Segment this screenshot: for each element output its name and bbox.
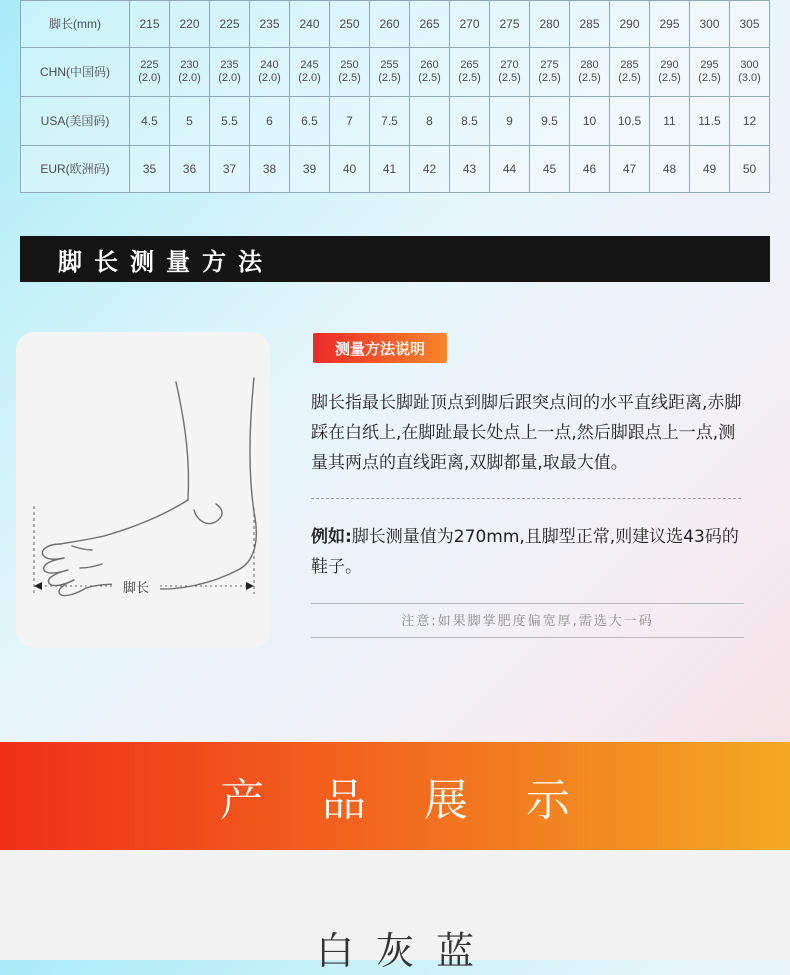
method-description: 脚长指最长脚趾顶点到脚后跟突点间的水平直线距离,赤脚踩在白纸上,在脚趾最长处点上一点,然后脚跟点上一点,测量其两点的直线距离,双脚都量,取最大值。: [311, 393, 742, 473]
foot-length-cell: 300: [690, 1, 730, 48]
chn-width-value: (2.0): [298, 72, 321, 84]
usa-size-cell: 6: [250, 97, 290, 146]
chn-size-value: 295: [700, 59, 719, 71]
foot-length-cell: 215: [130, 1, 170, 48]
usa-size-cell: 4.5: [130, 97, 170, 146]
foot-length-cell: 225: [210, 1, 250, 48]
chn-size-cell: [290, 48, 330, 97]
chn-size-cell: [410, 48, 450, 97]
row-header-foot-length: 脚长(mm): [21, 1, 130, 48]
eur-size-cell: 40: [330, 146, 370, 193]
usa-size-cell: 6.5: [290, 97, 330, 146]
eur-size-cell: 44: [490, 146, 530, 193]
eur-size-cell: 48: [650, 146, 690, 193]
foot-length-cell: 235: [250, 1, 290, 48]
section-title: 脚长测量方法: [58, 247, 274, 276]
sizing-note: 注意:如果脚掌肥度偏宽厚,需选大一码: [401, 614, 654, 629]
chn-width-value: (2.0): [138, 72, 161, 84]
eur-size-cell: 46: [570, 146, 610, 193]
row-header-eur: EUR(欧洲码): [21, 146, 130, 193]
example-text: 脚长测量值为270mm,且脚型正常,则建议选43码的鞋子。: [311, 527, 739, 577]
eur-size-cell: 42: [410, 146, 450, 193]
product-color-name: 白灰蓝: [315, 929, 496, 973]
eur-size-cell: 38: [250, 146, 290, 193]
note-bottom-divider: [311, 637, 744, 638]
example-label: 例如:: [311, 527, 352, 547]
usa-size-cell: 7: [330, 97, 370, 146]
chn-width-value: (2.0): [178, 72, 201, 84]
chn-size-cell: [690, 48, 730, 97]
product-showcase-banner: [0, 742, 790, 850]
usa-size-row: [21, 97, 770, 146]
foot-illustration-card: [16, 332, 270, 648]
usa-size-cell: 12: [730, 97, 770, 146]
eur-size-cell: 47: [610, 146, 650, 193]
measure-section-header: [20, 236, 770, 282]
chn-size-cell: [370, 48, 410, 97]
eur-size-row: [21, 146, 770, 193]
usa-size-cell: 11: [650, 97, 690, 146]
usa-size-cell: 10.5: [610, 97, 650, 146]
foot-length-cell: 265: [410, 1, 450, 48]
foot-length-cell: 250: [330, 1, 370, 48]
usa-size-cell: 11.5: [690, 97, 730, 146]
example-paragraph: [311, 522, 751, 582]
row-header-usa: USA(美国码): [21, 97, 130, 146]
eur-size-cell: 49: [690, 146, 730, 193]
chn-size-cell: [730, 48, 770, 97]
chn-width-value: (2.5): [658, 72, 681, 84]
size-chart-table: [20, 0, 770, 193]
eur-size-cell: 37: [210, 146, 250, 193]
method-badge: 测量方法说明: [313, 333, 447, 363]
chn-size-value: 265: [460, 59, 479, 71]
eur-size-cell: 41: [370, 146, 410, 193]
chn-size-cell: [450, 48, 490, 97]
chn-width-value: (2.5): [378, 72, 401, 84]
foot-length-cell: 220: [170, 1, 210, 48]
usa-size-cell: 8.5: [450, 97, 490, 146]
chn-width-value: (2.5): [618, 72, 641, 84]
chn-width-value: (2.5): [538, 72, 561, 84]
chn-size-value: 240: [260, 59, 279, 71]
chn-size-cell: [130, 48, 170, 97]
usa-size-cell: 9.5: [530, 97, 570, 146]
chn-size-cell: [250, 48, 290, 97]
note-top-divider: [311, 603, 744, 604]
usa-size-cell: 9: [490, 97, 530, 146]
chn-size-cell: [530, 48, 570, 97]
chn-size-row: [21, 48, 770, 97]
usa-size-cell: 5.5: [210, 97, 250, 146]
foot-length-cell: 285: [570, 1, 610, 48]
chn-size-value: 250: [340, 59, 359, 71]
chn-size-value: 285: [620, 59, 639, 71]
eur-size-cell: 45: [530, 146, 570, 193]
chn-width-value: (2.0): [218, 72, 241, 84]
eur-size-cell: 39: [290, 146, 330, 193]
foot-length-cell: 260: [370, 1, 410, 48]
foot-length-cell: 280: [530, 1, 570, 48]
chn-width-value: (2.5): [338, 72, 361, 84]
chn-width-value: (2.5): [458, 72, 481, 84]
eur-size-cell: 36: [170, 146, 210, 193]
chn-size-value: 245: [300, 59, 319, 71]
chn-size-value: 235: [220, 59, 239, 71]
chn-size-value: 275: [540, 59, 559, 71]
chn-width-value: (3.0): [738, 72, 761, 84]
foot-length-cell: 275: [490, 1, 530, 48]
chn-width-value: (2.5): [698, 72, 721, 84]
foot-length-cell: 270: [450, 1, 490, 48]
foot-length-cell: 295: [650, 1, 690, 48]
eur-size-cell: 43: [450, 146, 490, 193]
chn-size-value: 225: [140, 59, 159, 71]
chn-size-value: 290: [660, 59, 679, 71]
foot-length-label: 脚长: [112, 577, 160, 596]
chn-size-cell: [330, 48, 370, 97]
dashed-divider: [311, 498, 741, 499]
chn-size-cell: [610, 48, 650, 97]
foot-outline-icon: [16, 332, 270, 648]
usa-size-cell: 8: [410, 97, 450, 146]
chn-width-value: (2.5): [578, 72, 601, 84]
chn-size-value: 255: [380, 59, 399, 71]
foot-length-cell: 290: [610, 1, 650, 48]
chn-width-value: (2.0): [258, 72, 281, 84]
row-header-chn: CHN(中国码): [21, 48, 130, 97]
foot-length-cell: 240: [290, 1, 330, 48]
eur-size-cell: 35: [130, 146, 170, 193]
chn-size-cell: [210, 48, 250, 97]
chn-size-cell: [490, 48, 530, 97]
eur-size-cell: 50: [730, 146, 770, 193]
usa-size-cell: 10: [570, 97, 610, 146]
foot-length-cell: 305: [730, 1, 770, 48]
usa-size-cell: 7.5: [370, 97, 410, 146]
chn-width-value: (2.5): [498, 72, 521, 84]
chn-size-cell: [570, 48, 610, 97]
chn-size-value: 280: [580, 59, 599, 71]
usa-size-cell: 5: [170, 97, 210, 146]
product-showcase-title: 产品展示: [220, 775, 628, 826]
chn-size-value: 300: [740, 59, 759, 71]
chn-size-cell: [170, 48, 210, 97]
chn-size-value: 270: [500, 59, 519, 71]
chn-size-cell: [650, 48, 690, 97]
chn-size-value: 260: [420, 59, 439, 71]
chn-size-value: 230: [180, 59, 199, 71]
chn-width-value: (2.5): [418, 72, 441, 84]
foot-length-row: [21, 1, 770, 48]
